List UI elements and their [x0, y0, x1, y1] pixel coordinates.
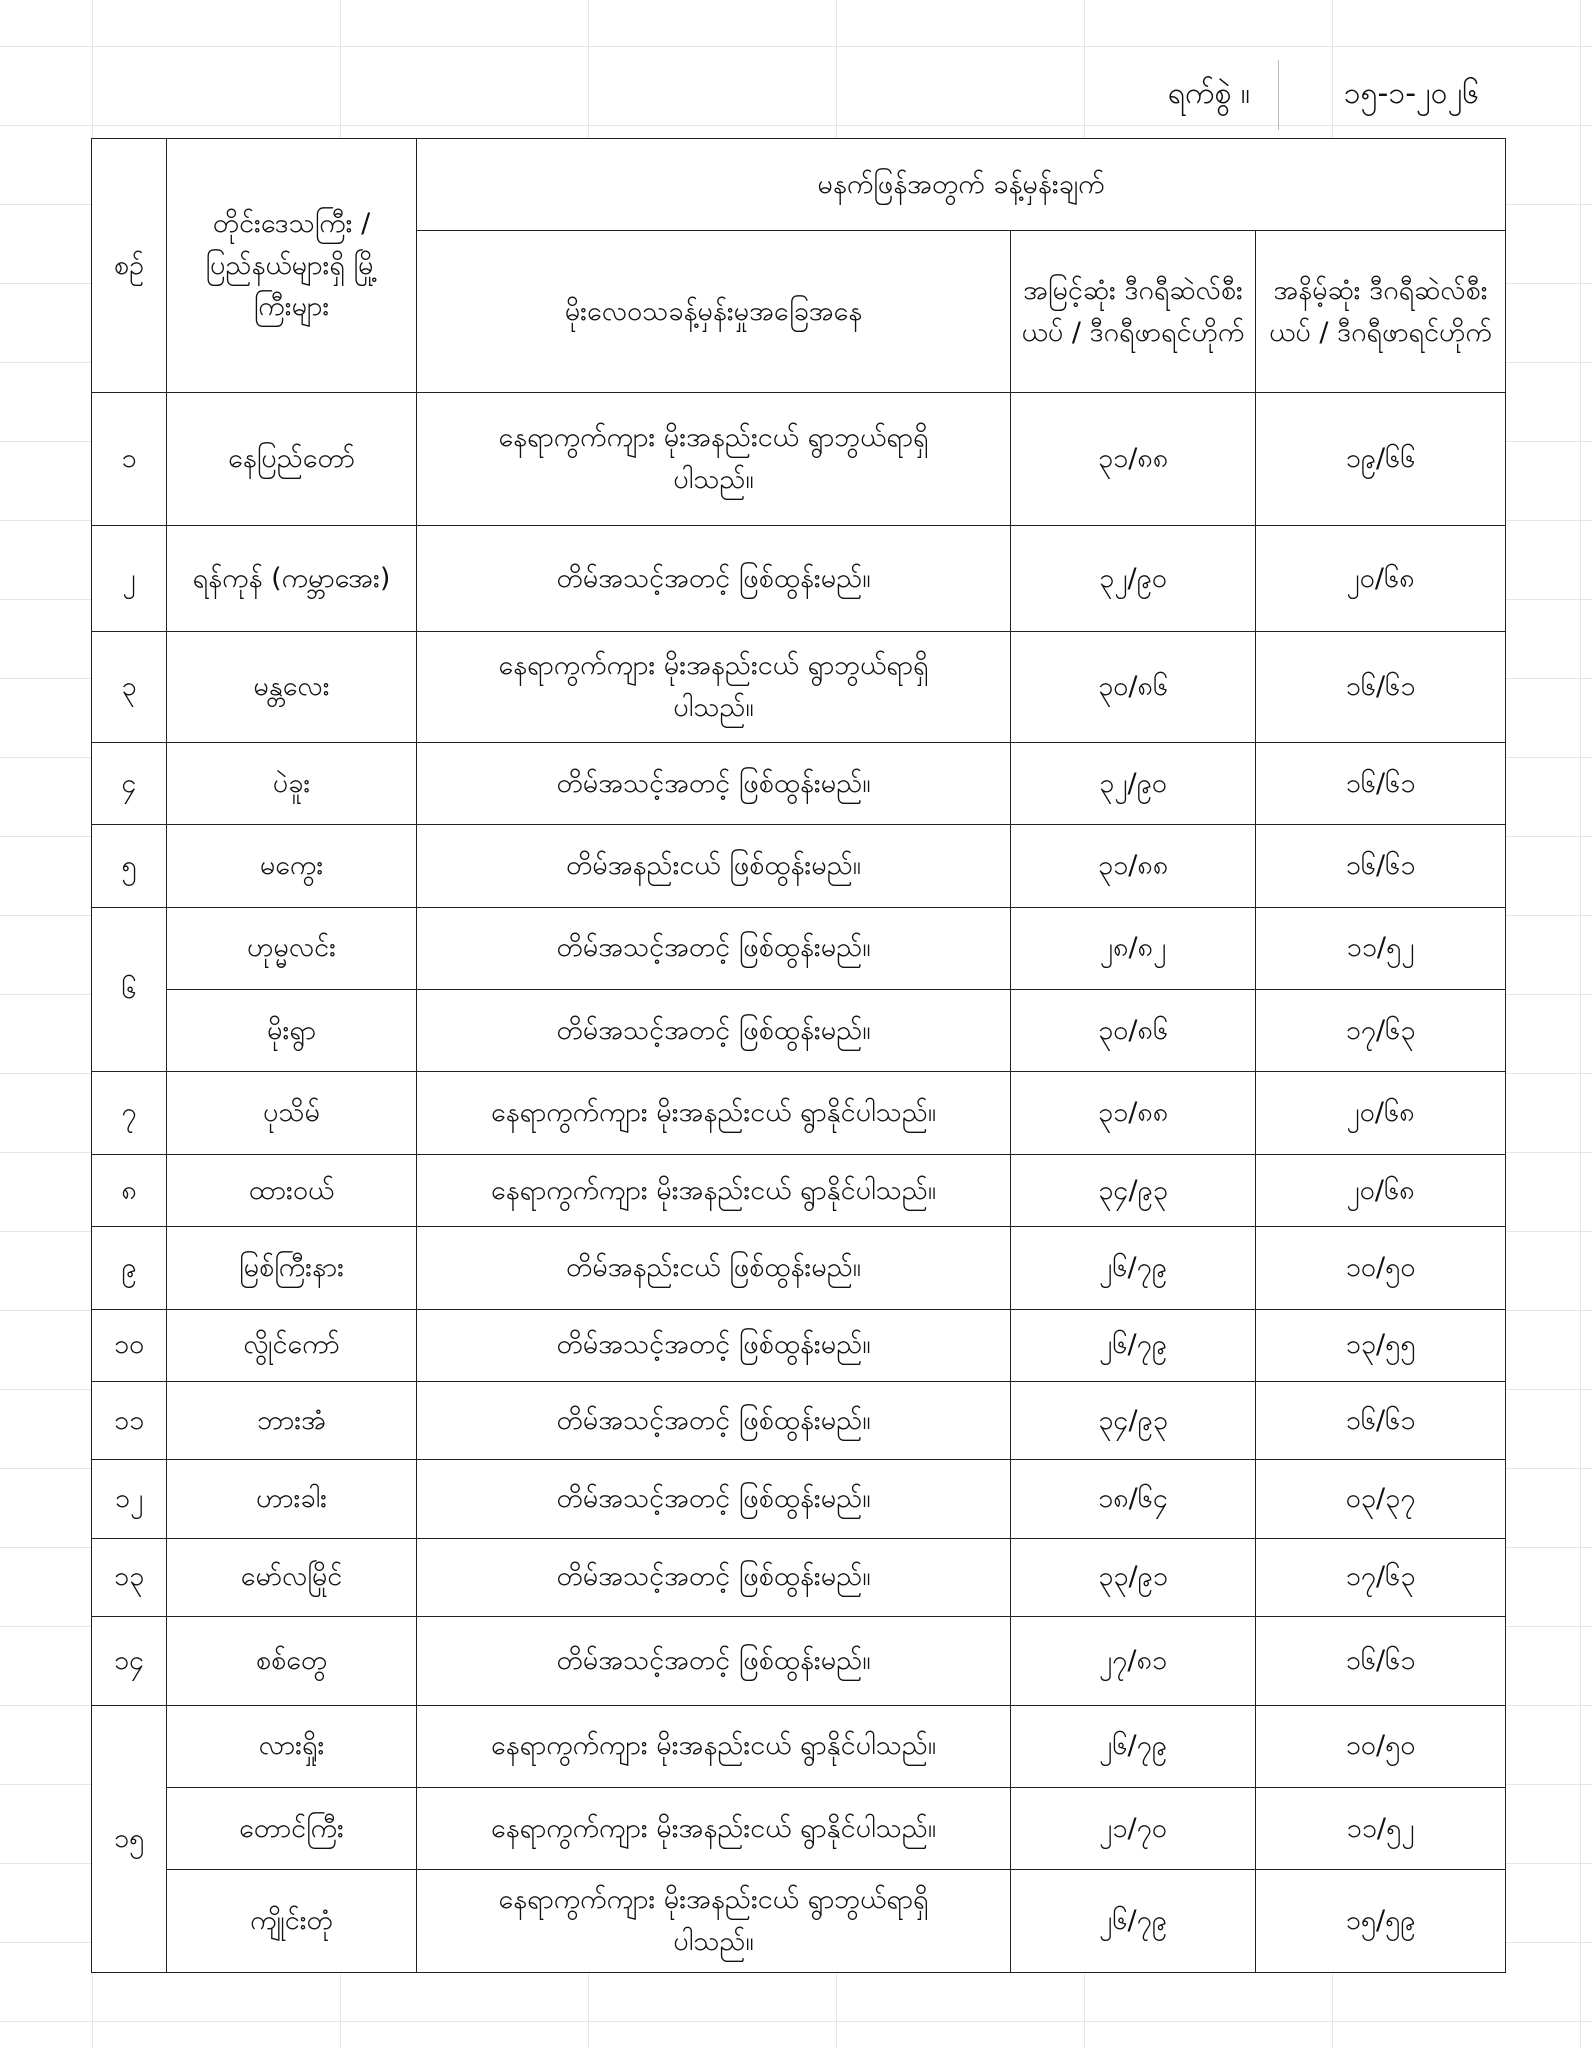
table-row — [92, 393, 1506, 526]
row-min-temp: ၁၇/၆၃ — [1256, 1538, 1506, 1616]
row-city: မကွေး — [167, 825, 417, 907]
row-serial: ၇ — [92, 1072, 167, 1154]
table-row — [92, 525, 1506, 632]
row-min-temp: ၀၃/၃၇ — [1256, 1460, 1506, 1538]
row-weather: တိမ်အသင့်အတင့် ဖြစ်ထွန်းမည်။ — [417, 907, 1011, 989]
row-city: မော်လမြိုင် — [167, 1538, 417, 1616]
table-row — [92, 989, 1506, 1071]
row-weather: နေရာကွက်ကျား မိုးအနည်းငယ် ရွာနိုင်ပါသည်။ — [417, 1787, 1011, 1869]
row-serial: ၈ — [92, 1154, 167, 1226]
row-min-temp: ၂၀/၆၈ — [1256, 525, 1506, 632]
row-max-temp: ၁၈/၆၄ — [1011, 1460, 1256, 1538]
row-city: မိုးရွာ — [167, 989, 417, 1071]
row-min-temp: ၁၃/၅၅ — [1256, 1309, 1506, 1381]
row-serial: ၁၂ — [92, 1460, 167, 1538]
row-city: ကျိုင်းတုံ — [167, 1870, 417, 1973]
header-min-temp: အနိမ့်ဆုံး ဒီဂရီဆဲလ်စီးယပ် / ဒီဂရီဖာရင်ဟိုက် — [1256, 231, 1506, 393]
row-max-temp: ၂၆/၇၉ — [1011, 1870, 1256, 1973]
row-min-temp: ၁၁/၅၂ — [1256, 1787, 1506, 1869]
row-serial: ၉ — [92, 1227, 167, 1309]
table-row — [92, 1870, 1506, 1973]
row-weather: နေရာကွက်ကျား မိုးအနည်းငယ် ရွာနိုင်ပါသည်။ — [417, 1154, 1011, 1226]
row-weather: တိမ်အနည်းငယ် ဖြစ်ထွန်းမည်။ — [417, 1227, 1011, 1309]
row-weather: တိမ်အသင့်အတင့် ဖြစ်ထွန်းမည်။ — [417, 1538, 1011, 1616]
table-row — [92, 1154, 1506, 1226]
row-weather: နေရာကွက်ကျား မိုးအနည်းငယ် ရွာဘွယ်ရာရှိပါသည်။ — [417, 393, 1011, 526]
row-min-temp: ၁၀/၅၀ — [1256, 1705, 1506, 1787]
row-weather: တိမ်အနည်းငယ် ဖြစ်ထွန်းမည်။ — [417, 825, 1011, 907]
table-row — [92, 632, 1506, 743]
row-city: နေပြည်တော် — [167, 393, 417, 526]
row-city: ဟုမ္မလင်း — [167, 907, 417, 989]
row-min-temp: ၁၀/၅၀ — [1256, 1227, 1506, 1309]
row-weather: တိမ်အသင့်အတင့် ဖြစ်ထွန်းမည်။ — [417, 1617, 1011, 1705]
table-row — [92, 1705, 1506, 1787]
row-serial: ၃ — [92, 632, 167, 743]
table-row — [92, 1787, 1506, 1869]
row-min-temp: ၁၁/၅၂ — [1256, 907, 1506, 989]
row-serial: ၅ — [92, 825, 167, 907]
row-max-temp: ၂၇/၈၁ — [1011, 1617, 1256, 1705]
row-max-temp: ၃၂/၉၀ — [1011, 742, 1256, 824]
row-max-temp: ၂၆/၇၉ — [1011, 1705, 1256, 1787]
row-weather: နေရာကွက်ကျား မိုးအနည်းငယ် ရွာနိုင်ပါသည်။ — [417, 1072, 1011, 1154]
row-city: ဘားအံ — [167, 1381, 417, 1459]
row-serial: ၁၁ — [92, 1381, 167, 1459]
row-city: လွိုင်ကော် — [167, 1309, 417, 1381]
row-weather: တိမ်အသင့်အတင့် ဖြစ်ထွန်းမည်။ — [417, 1309, 1011, 1381]
row-city: စစ်တွေ — [167, 1617, 417, 1705]
row-max-temp: ၂၆/၇၉ — [1011, 1309, 1256, 1381]
row-min-temp: ၂၀/၆၈ — [1256, 1072, 1506, 1154]
row-city: မန္တလေး — [167, 632, 417, 743]
row-max-temp: ၂၆/၇၉ — [1011, 1227, 1256, 1309]
table-row — [92, 1072, 1506, 1154]
row-min-temp: ၁၉/၆၆ — [1256, 393, 1506, 526]
forecast-table — [91, 138, 1506, 1973]
row-min-temp: ၁၇/၆၃ — [1256, 989, 1506, 1071]
table-row — [92, 1538, 1506, 1616]
row-weather: တိမ်အသင့်အတင့် ဖြစ်ထွန်းမည်။ — [417, 742, 1011, 824]
row-city: ရန်ကုန် (ကမ္ဘာအေး) — [167, 525, 417, 632]
row-serial: ၁၀ — [92, 1309, 167, 1381]
table-row — [92, 825, 1506, 907]
row-city: ထားဝယ် — [167, 1154, 417, 1226]
row-serial: ၁၄ — [92, 1617, 167, 1705]
header-region: တိုင်းဒေသကြီး / ပြည်နယ်များရှိ မြို့ကြီးများ — [167, 139, 417, 393]
table-row — [92, 1460, 1506, 1538]
row-max-temp: ၃၁/၈၈ — [1011, 825, 1256, 907]
table-row — [92, 907, 1506, 989]
row-serial: ၁ — [92, 393, 167, 526]
row-max-temp: ၂၁/၇၀ — [1011, 1787, 1256, 1869]
table-row — [92, 742, 1506, 824]
row-min-temp: ၂၀/၆၈ — [1256, 1154, 1506, 1226]
row-min-temp: ၁၆/၆၁ — [1256, 825, 1506, 907]
row-min-temp: ၁၆/၆၁ — [1256, 742, 1506, 824]
row-serial: ၄ — [92, 742, 167, 824]
header-forecast-title: မနက်ဖြန်အတွက် ခန့်မှန်းချက် — [417, 139, 1506, 231]
row-min-temp: ၁၆/၆၁ — [1256, 1381, 1506, 1459]
row-max-temp: ၃၁/၈၈ — [1011, 1072, 1256, 1154]
row-weather: နေရာကွက်ကျား မိုးအနည်းငယ် ရွာဘွယ်ရာရှိပါသည်။ — [417, 1870, 1011, 1973]
row-city: ပုသိမ် — [167, 1072, 417, 1154]
row-weather: တိမ်အသင့်အတင့် ဖြစ်ထွန်းမည်။ — [417, 989, 1011, 1071]
row-weather: နေရာကွက်ကျား မိုးအနည်းငယ် ရွာနိုင်ပါသည်။ — [417, 1705, 1011, 1787]
date-row — [1100, 60, 1520, 130]
header-max-temp: အမြင့်ဆုံး ဒီဂရီဆဲလ်စီးယပ် / ဒီဂရီဖာရင်ဟိုက် — [1011, 231, 1256, 393]
date-value: ၁၅-၁-၂၀၂၆ — [1343, 75, 1480, 111]
table-row — [92, 1617, 1506, 1705]
row-min-temp: ၁၅/၅၉ — [1256, 1870, 1506, 1973]
row-weather: နေရာကွက်ကျား မိုးအနည်းငယ် ရွာဘွယ်ရာရှိပါသည်။ — [417, 632, 1011, 743]
date-label: ရက်စွဲ ။ — [1167, 75, 1250, 111]
row-city: ပဲခူး — [167, 742, 417, 824]
row-city: ဟားခါး — [167, 1460, 417, 1538]
header-serial: စဉ် — [92, 139, 167, 393]
row-weather: တိမ်အသင့်အတင့် ဖြစ်ထွန်းမည်။ — [417, 525, 1011, 632]
row-max-temp: ၃၀/၈၆ — [1011, 632, 1256, 743]
row-serial: ၁၃ — [92, 1538, 167, 1616]
row-max-temp: ၃၄/၉၃ — [1011, 1381, 1256, 1459]
date-divider — [1278, 60, 1279, 130]
header-weather: မိုးလေဝသခန့်မှန်းမှုအခြေအနေ — [417, 231, 1011, 393]
row-weather: တိမ်အသင့်အတင့် ဖြစ်ထွန်းမည်။ — [417, 1460, 1011, 1538]
row-weather: တိမ်အသင့်အတင့် ဖြစ်ထွန်းမည်။ — [417, 1381, 1011, 1459]
row-serial: ၁၅ — [92, 1705, 167, 1973]
table-row — [92, 1381, 1506, 1459]
row-max-temp: ၃၂/၉၀ — [1011, 525, 1256, 632]
row-max-temp: ၂၈/၈၂ — [1011, 907, 1256, 989]
row-min-temp: ၁၆/၆၁ — [1256, 1617, 1506, 1705]
forecast-rows — [92, 393, 1506, 1973]
row-city: မြစ်ကြီးနား — [167, 1227, 417, 1309]
row-max-temp: ၃၀/၈၆ — [1011, 989, 1256, 1071]
row-serial: ၂ — [92, 525, 167, 632]
row-city: တောင်ကြီး — [167, 1787, 417, 1869]
row-city: လားရှိုး — [167, 1705, 417, 1787]
row-min-temp: ၁၆/၆၁ — [1256, 632, 1506, 743]
row-max-temp: ၃၄/၉၃ — [1011, 1154, 1256, 1226]
row-max-temp: ၃၁/၈၈ — [1011, 393, 1256, 526]
table-row — [92, 1227, 1506, 1309]
row-max-temp: ၃၃/၉၁ — [1011, 1538, 1256, 1616]
row-serial: ၆ — [92, 907, 167, 1072]
table-row — [92, 1309, 1506, 1381]
